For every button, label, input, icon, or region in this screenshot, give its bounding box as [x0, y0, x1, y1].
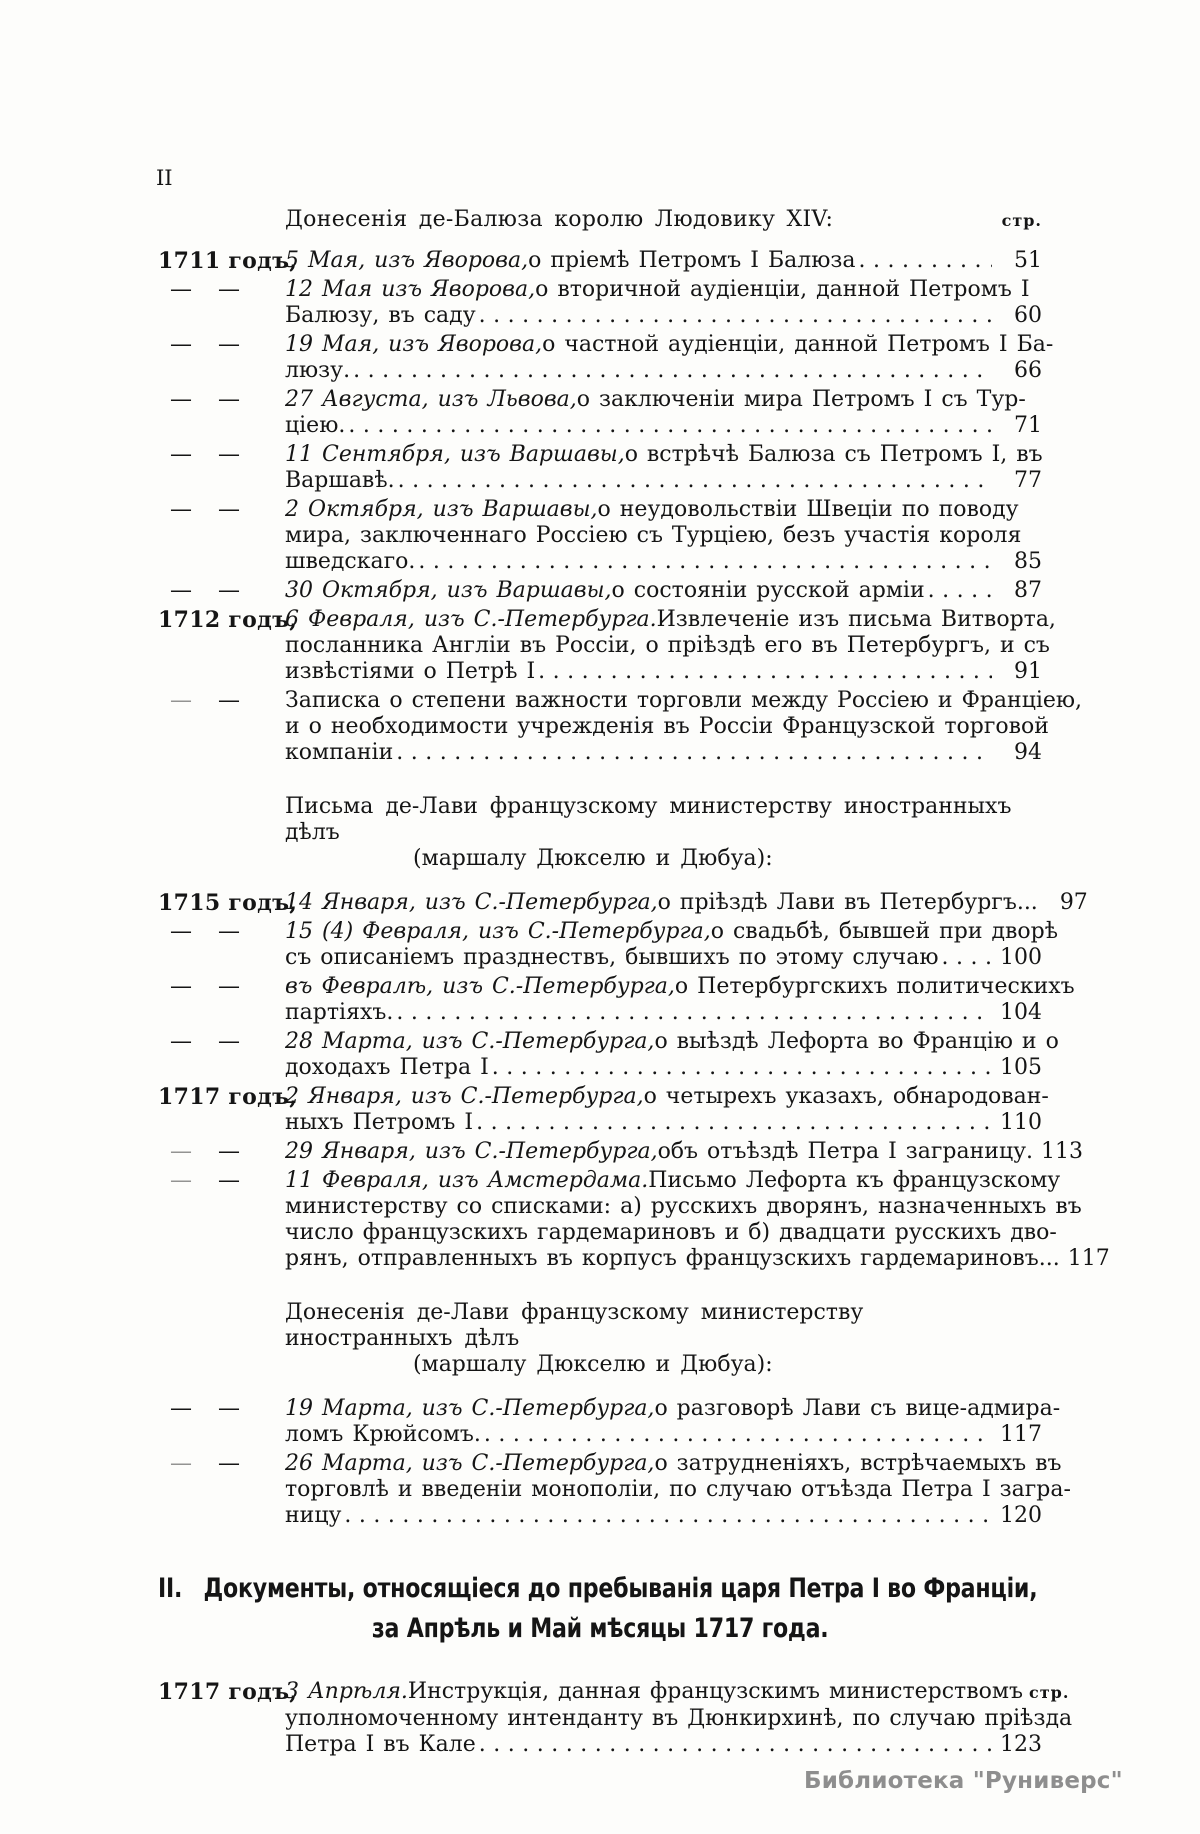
entry-line [285, 1503, 1042, 1529]
entry-line [285, 633, 1050, 659]
entry-line [285, 1679, 1070, 1706]
entry-text: о свадьбѣ, бывшей при дворѣ [710, 919, 1059, 944]
page-number: 117 [1067, 1246, 1110, 1271]
entry-body [285, 919, 1059, 971]
page-folio: II [156, 166, 173, 190]
entry-body [285, 1139, 1084, 1165]
entry-body [285, 1451, 1071, 1529]
toc-subheader-line2: (маршалу Дюкселю и Дюбуа): [413, 1352, 773, 1377]
page-number: 123 [1000, 1732, 1042, 1757]
repeat-dash: — [170, 332, 192, 357]
dot-leader [418, 549, 992, 575]
repeat-dash: — [170, 1139, 192, 1164]
toc-header-title: Донесенія де-Балюза королю Людовику XIV: [285, 207, 834, 232]
entry-line [285, 1168, 1061, 1194]
entry-date-italic: 19 Марта, изъ С.-Петербурга, [285, 1396, 655, 1421]
entry-date-italic: 3 Апрѣля. [285, 1679, 408, 1704]
repeat-dash: — [218, 277, 240, 302]
repeat-dash: — [170, 974, 192, 999]
entry-body [285, 974, 1075, 1026]
entry-repeat-dashes [158, 1396, 285, 1422]
dot-leader [344, 1503, 992, 1529]
entry-text: торговлѣ и введеніи монополіи, по случаю отъѣзда Петра I загра- [285, 1477, 1071, 1502]
entry-text: о заключеніи мира Петромъ I съ Тур- [576, 387, 1026, 412]
entry-body [285, 497, 1042, 575]
toc-entry [158, 1679, 1073, 1758]
repeat-dash: — [218, 1396, 240, 1421]
entry-line [285, 1029, 1059, 1055]
toc-subheader-line2: (маршалу Дюкселю и Дюбуа): [413, 846, 773, 871]
toc-subheader [158, 1300, 1042, 1378]
entry-text: партіяхъ. [285, 1000, 394, 1025]
toc-entry [158, 974, 1075, 1026]
entry-body [285, 387, 1042, 439]
dot-leader [492, 1055, 992, 1081]
entry-date-italic: 19 Мая, изъ Яворова, [285, 332, 543, 357]
entry-line [285, 714, 1049, 740]
repeat-dash: — [170, 442, 192, 467]
entry-line [285, 248, 1042, 274]
toc-entry [158, 442, 1042, 494]
entry-text: число французскихъ гардемариновъ и б) двадцати русскихъ дво- [285, 1220, 1057, 1245]
entry-text: ницу [285, 1503, 342, 1528]
toc-subheader-line1: Донесенія де-Лави французскому министерству иностранныхъ дѣлъ [285, 1300, 864, 1351]
dot-leader [479, 1732, 992, 1758]
page-number: 100 [1000, 945, 1042, 970]
repeat-dash: — [218, 1168, 240, 1193]
repeat-dash: — [170, 277, 192, 302]
entry-body [285, 890, 1088, 916]
repeat-dash: — [170, 1396, 192, 1421]
toc-column-header-row [158, 207, 1042, 234]
entry-text: Извлеченіе изъ письма Витворта, [656, 607, 1056, 632]
entry-line [285, 740, 1042, 766]
entry-text: извѣстіями о Петрѣ I [285, 659, 536, 684]
entry-line [285, 1477, 1071, 1503]
entry-repeat-dashes [158, 1029, 285, 1055]
toc-entry [158, 1168, 1110, 1272]
watermark: Библиотека "Руниверс" [804, 1768, 1123, 1794]
entry-line [285, 945, 1042, 971]
entry-text: Записка о степени важности торговли между Россіею и Франціею, [285, 688, 1083, 713]
page-number: 85 [1014, 549, 1042, 574]
entry-text: о вторичной аудіенціи, данной Петромъ I [535, 277, 1030, 302]
page-number: 60 [1014, 303, 1042, 328]
entry-date-italic: 12 Мая изъ Яворова, [285, 277, 536, 302]
entry-repeat-dashes [158, 1139, 285, 1165]
entry-repeat-dashes [158, 578, 285, 604]
entry-text: о четырехъ указахъ, обнародован- [643, 1084, 1049, 1109]
repeat-dash: — [218, 442, 240, 467]
entry-text: о пріѣздѣ Лави въ Петербургъ... [657, 890, 1038, 915]
page-number: 87 [1014, 578, 1042, 603]
toc-subheader [158, 794, 1042, 872]
repeat-dash: — [218, 497, 240, 522]
entry-text: компаніи [285, 740, 394, 765]
toc-subheader-line1: Письма де-Лави французскому министерству иностранныхъ дѣлъ [285, 794, 1012, 845]
entry-text: Инструкція, данная французскимъ министерствомъ [407, 1679, 1023, 1704]
section-number: II. [158, 1573, 183, 1604]
dot-leader [484, 1422, 992, 1448]
entry-year: 1711 годъ, [158, 248, 298, 274]
entry-body [285, 578, 1042, 604]
toc-entry [158, 1029, 1059, 1081]
page-number: 51 [1014, 248, 1042, 273]
entry-date-italic: 29 Января, изъ С.-Петербурга, [285, 1139, 658, 1164]
toc-entry [158, 688, 1083, 766]
repeat-dash: — [218, 1451, 240, 1476]
entry-date-italic: 2 Октября, изъ Варшавы, [285, 497, 598, 522]
toc-entry [158, 1139, 1084, 1165]
entry-line [285, 523, 1042, 549]
entry-year: 1715 годъ, [158, 890, 298, 916]
toc-entry [158, 890, 1088, 916]
entry-text: Петра I въ Кале [285, 1732, 476, 1757]
repeat-dash: — [218, 387, 240, 412]
entry-body [285, 1396, 1061, 1448]
entry-text: ціею. [285, 413, 346, 438]
entry-date-italic: 26 Марта, изъ С.-Петербурга, [285, 1451, 655, 1476]
repeat-dash: — [218, 578, 240, 603]
entry-body [285, 607, 1056, 685]
toc-entry [158, 607, 1056, 685]
toc-entry [158, 248, 1042, 274]
dot-leader [859, 248, 992, 274]
entry-repeat-dashes [158, 974, 285, 1000]
page-number: 91 [1014, 659, 1042, 684]
entry-text: о разговорѣ Лави съ вице-адмира- [654, 1396, 1061, 1421]
dot-leader [398, 468, 992, 494]
entry-line [285, 1706, 1073, 1732]
entry-line [285, 1451, 1062, 1477]
entry-line [285, 578, 1042, 604]
entry-line [285, 1396, 1061, 1422]
toc-entry [158, 578, 1042, 604]
page-number: 94 [1014, 740, 1042, 765]
toc-entry [158, 919, 1059, 971]
entry-text: доходахъ Петра I [285, 1055, 489, 1080]
entry-text: о состояніи русской арміи [611, 578, 925, 603]
entry-text: Письмо Лефорта къ французскому [648, 1168, 1061, 1193]
entry-text: люзу. [285, 358, 351, 383]
entry-date-italic: 30 Октября, изъ Варшавы, [285, 578, 612, 603]
entry-body [285, 1029, 1059, 1081]
dot-leader [942, 945, 993, 971]
entry-text: о выѣздѣ Лефорта во Францію и о [654, 1029, 1059, 1054]
page-number: 117 [1000, 1422, 1042, 1447]
entry-line [285, 358, 1042, 384]
section-title: Документы, относящіеся до пребыванія царя Петра I во Франціи, [203, 1573, 1038, 1604]
repeat-dash: — [218, 332, 240, 357]
repeat-dash: — [170, 387, 192, 412]
toc-entry [158, 277, 1042, 329]
entry-body [285, 442, 1042, 494]
entry-line [285, 332, 1054, 358]
entry-date-italic: 6 Февраля, изъ С.-Петербурга. [285, 607, 657, 632]
entry-line [285, 688, 1083, 714]
entry-text: о частной аудіенціи, данной Петромъ I Ба- [542, 332, 1054, 357]
entry-line [285, 387, 1042, 413]
entry-text: посланника Англіи въ Россіи, о пріѣздѣ его въ Петербургъ, и съ [285, 633, 1050, 658]
dot-leader [348, 413, 992, 439]
entry-line [285, 497, 1042, 523]
repeat-dash: — [170, 497, 192, 522]
dot-leader [928, 578, 992, 604]
entry-date-italic: 15 (4) Февраля, изъ С.-Петербурга, [285, 919, 711, 944]
entry-line [285, 1220, 1057, 1246]
entry-line [285, 1139, 1084, 1165]
entry-repeat-dashes [158, 277, 285, 303]
entry-body [285, 688, 1083, 766]
repeat-dash: — [218, 1029, 240, 1054]
repeat-dash: — [218, 1139, 240, 1164]
page-number: 104 [1000, 1000, 1042, 1025]
entry-line [285, 919, 1059, 945]
section-heading-line1 [158, 1569, 1042, 1609]
entry-text: о встрѣчѣ Балюза съ Петромъ I, въ [624, 442, 1043, 467]
repeat-dash: — [170, 1168, 192, 1193]
dot-leader [479, 303, 992, 329]
entry-text: о пріемѣ Петромъ I Балюза [528, 248, 856, 273]
repeat-dash: — [170, 1451, 192, 1476]
entry-line [285, 1055, 1042, 1081]
toc [158, 207, 1110, 1758]
entry-text: Балюзу, въ саду [285, 303, 476, 328]
toc-entry [158, 1084, 1049, 1136]
entry-text: объ отъѣздѣ Петра I заграницу. [657, 1139, 1034, 1164]
dot-leader [396, 740, 992, 766]
entry-text: о неудовольствіи Швеціи по поводу [597, 497, 1019, 522]
entry-line [285, 1000, 1042, 1026]
entry-line [285, 1110, 1042, 1136]
entry-date-italic: 28 Марта, изъ С.-Петербурга, [285, 1029, 655, 1054]
dot-leader [538, 659, 992, 685]
page-number: 77 [1014, 468, 1042, 493]
entry-year: 1712 годъ, [158, 607, 298, 633]
entry-year: 1717 годъ, [158, 1679, 298, 1705]
toc-entry [158, 332, 1054, 384]
entry-year: 1717 годъ, [158, 1084, 298, 1110]
entry-line [285, 1732, 1042, 1758]
entry-line [285, 413, 1042, 439]
entry-body [285, 1168, 1110, 1272]
entry-body [285, 1679, 1073, 1758]
entry-text: о затрудненіяхъ, встрѣчаемыхъ въ [654, 1451, 1062, 1476]
entry-line [285, 549, 1042, 575]
entry-text: уполномоченному интенданту въ Дюнкирхинѣ, по случаю пріѣзда [285, 1706, 1073, 1731]
entry-text: Варшавѣ. [285, 468, 395, 493]
entry-text: и о необходимости учрежденія въ Россіи Французской торговой [285, 714, 1049, 739]
entry-line [285, 607, 1056, 633]
toc-entry [158, 1451, 1071, 1529]
entry-line [285, 277, 1042, 303]
entry-text: ломъ Крюйсомъ. [285, 1422, 481, 1447]
repeat-dash: — [170, 919, 192, 944]
entry-repeat-dashes [158, 1168, 285, 1194]
entry-date-italic: 2 Января, изъ С.-Петербурга, [285, 1084, 644, 1109]
entry-repeat-dashes [158, 442, 285, 468]
entry-text: рянъ, отправленныхъ въ корпусъ французскихъ гардемариновъ... [285, 1246, 1060, 1271]
page-number: 97 [1059, 890, 1088, 915]
page-number: 66 [1014, 358, 1042, 383]
repeat-dash: — [218, 974, 240, 999]
page-column-label: стр. [1028, 1683, 1070, 1702]
entry-text: о Петербургскихъ политическихъ [674, 974, 1075, 999]
page-number: 113 [1041, 1139, 1084, 1164]
entry-line [285, 442, 1042, 468]
toc-entry [158, 1396, 1061, 1448]
dot-leader [396, 1000, 992, 1026]
entry-date-italic: 14 Января, изъ С.-Петербурга, [285, 890, 658, 915]
entry-body [285, 248, 1042, 274]
entry-date-italic: 5 Мая, изъ Яворова, [285, 248, 529, 273]
entry-line [285, 303, 1042, 329]
entry-text: министерству со списками: а) русскихъ дворянъ, назначенныхъ въ [285, 1194, 1082, 1219]
entry-text: ныхъ Петромъ I [285, 1110, 474, 1135]
entry-text: съ описаніемъ празднествъ, бывшихъ по этому случаю [285, 945, 939, 970]
section-heading-line2: за Апрѣль и Май мѣсяцы 1717 года. [371, 1613, 829, 1644]
entry-line [285, 1422, 1042, 1448]
toc-entry [158, 497, 1042, 575]
repeat-dash: — [170, 1029, 192, 1054]
entry-line [285, 659, 1042, 685]
entry-line [285, 890, 1088, 916]
entry-repeat-dashes [158, 387, 285, 413]
entry-date-italic: 11 Сентября, изъ Варшавы, [285, 442, 625, 467]
entry-text: мира, заключеннаго Россіею съ Турціею, безъ участія короля [285, 523, 1022, 548]
entry-repeat-dashes [158, 919, 285, 945]
entry-date-italic: 11 Февраля, изъ Амстердама. [285, 1168, 649, 1193]
entry-text: шведскаго. [285, 549, 416, 574]
entry-body [285, 277, 1042, 329]
repeat-dash: — [170, 688, 192, 713]
entry-repeat-dashes [158, 497, 285, 523]
repeat-dash: — [170, 578, 192, 603]
repeat-dash: — [218, 688, 240, 713]
entry-line [285, 1246, 1110, 1272]
section-heading [158, 1569, 1042, 1649]
page-number: 105 [1000, 1055, 1042, 1080]
dot-leader [476, 1110, 992, 1136]
toc-entry [158, 387, 1042, 439]
page-column-label: стр. [1001, 211, 1042, 230]
dot-leader [353, 358, 992, 384]
entry-repeat-dashes [158, 332, 285, 358]
entry-line [285, 468, 1042, 494]
entry-date-italic: 27 Августа, изъ Львова, [285, 387, 577, 412]
entry-line [285, 974, 1075, 1000]
entry-body [285, 1084, 1049, 1136]
entry-body [285, 332, 1054, 384]
entry-line [285, 1194, 1082, 1220]
entry-line [285, 1084, 1049, 1110]
entry-date-italic: въ Февралѣ, изъ С.-Петербурга, [285, 974, 675, 999]
page-number: 120 [1000, 1503, 1042, 1528]
entry-repeat-dashes [158, 1451, 285, 1477]
repeat-dash: — [218, 919, 240, 944]
entry-repeat-dashes [158, 688, 285, 714]
page-number: 110 [1000, 1110, 1042, 1135]
page-number: 71 [1014, 413, 1042, 438]
